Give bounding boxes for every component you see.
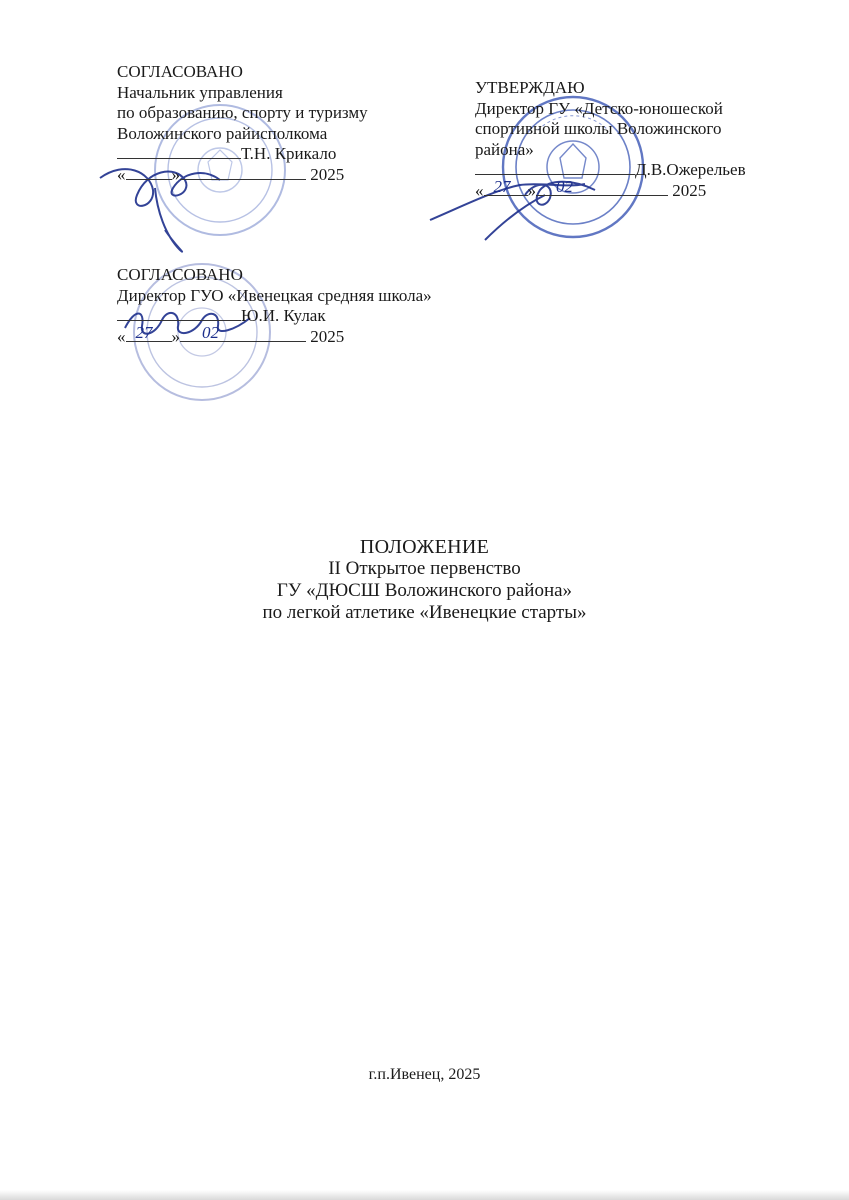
signatory-name: Ю.И. Кулак <box>241 306 326 325</box>
signature-line <box>117 144 368 165</box>
approval-heading: СОГЛАСОВАНО <box>117 265 243 284</box>
date-month: 02 <box>556 176 573 196</box>
approval-year: 2025 <box>310 164 345 184</box>
place-and-year: г.п.Ивенец, 2025 <box>368 1066 481 1083</box>
approval-year: 2025 <box>672 180 707 200</box>
approval-position-line: района» <box>475 139 534 159</box>
signature-line <box>117 306 432 327</box>
date-month: 02 <box>202 322 219 342</box>
date-line: « 27 » 02 2025 <box>475 176 707 200</box>
signatory-name: Т.Н. Крикало <box>241 144 337 163</box>
approval-position-line: Начальник управления <box>117 82 283 102</box>
signature-line <box>475 160 775 181</box>
date-line: « » 2025 <box>117 164 345 184</box>
date-day: 27 <box>493 176 511 196</box>
document-subtitle: по легкой атлетике «Ивенецкие старты» <box>262 602 587 623</box>
approval-heading: УТВЕРЖДАЮ <box>475 78 585 97</box>
document-title-block <box>0 536 849 624</box>
date-line: « 27 » 02 2025 <box>117 322 345 346</box>
approval-block-school <box>117 265 432 347</box>
approval-position-line: спортивной школы Воложинского <box>475 119 722 138</box>
signatory-name: Д.В.Ожерельев <box>635 160 746 179</box>
approval-position-line: Воложинского райисполкома <box>117 123 328 143</box>
approval-position-line: Директор ГУ «Детско-юношеской <box>475 98 723 118</box>
approval-position-line: Директор ГУО «Ивенецкая средняя школа» <box>117 285 432 305</box>
approval-block-right <box>475 78 775 201</box>
scan-edge-shadow <box>0 1190 849 1200</box>
date-day: 27 <box>135 322 153 342</box>
approval-year: 2025 <box>310 326 345 346</box>
document-title: ПОЛОЖЕНИЕ <box>359 536 490 558</box>
approval-position-line: по образованию, спорту и туризму <box>117 103 368 122</box>
document-subtitle: ГУ «ДЮСШ Воложинского района» <box>276 580 573 601</box>
approval-block-left <box>117 62 368 185</box>
approval-heading: СОГЛАСОВАНО <box>117 62 243 81</box>
document-subtitle: II Открытое первенство <box>328 558 521 579</box>
